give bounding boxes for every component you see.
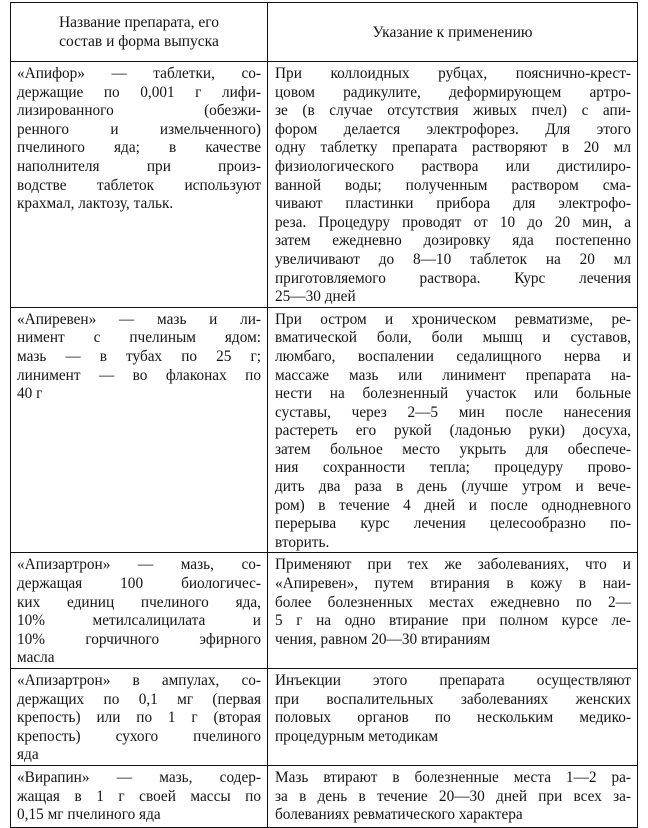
- drug-name-line: держащая 100 биологичес-: [17, 575, 261, 593]
- document-page: [10, 2, 638, 824]
- drug-name-cell: [11, 62, 268, 308]
- usage-cell: [268, 62, 638, 308]
- header-name-line-1: Название препарата, его: [58, 14, 220, 31]
- drug-name-line: пчелиного яда; в качестве: [17, 139, 261, 157]
- drug-name-line: лизированного (обезжи-: [17, 102, 261, 120]
- usage-line: чения, равном 20—30 втираниям: [275, 630, 491, 648]
- usage-line: одну таблетку препарата растворяют в 20 мл: [275, 139, 631, 157]
- usage-line: При коллоидных рубцах, пояснично-крест-: [275, 65, 631, 82]
- drug-name-line: мазь — в тубах по 25 г;: [17, 347, 261, 365]
- usage-line: 5 г на одно втирание при полном курсе ле-: [275, 612, 631, 630]
- drug-name-cell: [11, 669, 268, 766]
- usage-line: нести на болезненный участок или больные: [275, 385, 631, 403]
- drug-name-line: 40 г: [17, 385, 43, 403]
- usage-line: физиологического раствора или дистилиро-: [275, 157, 631, 175]
- drug-name-line: 10% метилсалицилата и: [17, 612, 261, 630]
- drug-name-line: «Апизартрон» в ампулах, со-: [17, 672, 261, 689]
- drug-name-line: ренного и измельченного): [17, 120, 261, 138]
- usage-line: чивают пластинки прибора для электрофо-: [275, 195, 631, 213]
- table-header-row: [11, 3, 638, 62]
- drug-name-line: держащих по 0,1 мг (первая: [17, 690, 261, 708]
- usage-line: реза. Процедуру проводят от 10 до 20 мин, а: [275, 213, 631, 231]
- usage-line: затем ежедневно дозировку яда постепенно: [275, 232, 631, 250]
- drug-name-line: масла: [17, 649, 55, 667]
- drug-name-line: ких единиц пчелиного яда,: [17, 593, 261, 611]
- table-row: [11, 553, 638, 669]
- usage-line: процедурным методикам: [275, 727, 439, 745]
- drug-table: [10, 2, 638, 828]
- usage-line: фором делается электрофорез. Для этого: [275, 120, 631, 138]
- drug-name-line: нимент с пчелиным ядом:: [17, 329, 261, 347]
- usage-line: увеличивают до 8—10 таблеток на 20 мл: [275, 250, 631, 268]
- usage-line: вторить.: [275, 533, 330, 551]
- drug-name-line: «Апиревен» — мазь и ли-: [17, 310, 261, 328]
- usage-line: Инъекции этого препарата осуществляют: [275, 672, 631, 689]
- header-name-line-2: состав и форма выпуска: [59, 33, 219, 50]
- usage-line: цовом радикулите, деформирующем артро-: [275, 83, 631, 101]
- usage-line: дить два раза в день (лучше утром и вече-: [275, 478, 631, 496]
- usage-line: более болезненных местах ежедневно по 2—: [275, 593, 631, 611]
- usage-line: «Апиревен», путем втирания в кожу в наи-: [275, 575, 631, 593]
- drug-name-line: держащие по 0,001 г лифи-: [17, 83, 261, 101]
- usage-cell: [268, 765, 638, 827]
- usage-cell: [268, 307, 638, 553]
- usage-line: 25—30 дней: [275, 288, 356, 306]
- usage-line: перерыва курс лечения целесообразно по-: [275, 515, 631, 533]
- table-row: [11, 765, 638, 827]
- usage-line: ром) в течение 4 дней и после однодневного: [275, 496, 631, 514]
- usage-line: зе (в случае отсутствия живых пчел) с апи-: [275, 102, 631, 120]
- usage-line: за в день в течение 20—30 дней при всех за-: [275, 787, 631, 805]
- drug-name-line: наполнителя при произ-: [17, 157, 261, 175]
- usage-line: Применяют при тех же заболеваниях, что и: [275, 556, 631, 574]
- drug-name-line: 10% горчичного эфирного: [17, 630, 261, 648]
- usage-line: массаже мазь или линимент препарата на-: [275, 366, 631, 384]
- drug-name-line: водстве таблеток используют: [17, 176, 261, 194]
- usage-line: Мазь втирают в болезненные места 1—2 ра-: [275, 768, 631, 786]
- drug-name-line: крепость) сухого пчелиного: [17, 727, 261, 745]
- usage-line: люмбаго, воспалении седалищного нерва и: [275, 347, 631, 365]
- usage-line: приготовляемого раствора. Курс лечения: [275, 269, 631, 287]
- table-row: [11, 669, 638, 766]
- table-row: [11, 307, 638, 553]
- drug-name-cell: [11, 765, 268, 827]
- usage-line: половых органов по нескольким медико-: [275, 709, 631, 727]
- usage-line: при воспалительных заболеваниях женских: [275, 690, 631, 708]
- usage-line: ния сохранности тепла; процедуру прово-: [275, 459, 631, 477]
- table-row: [11, 62, 638, 308]
- drug-name-line: яда: [17, 746, 39, 764]
- drug-name-line: жащая в 1 г своей массы по: [17, 787, 261, 805]
- usage-line: болеваниях ревматического характера: [275, 806, 523, 824]
- usage-line: растереть его рукой (ладонью руки) досуха,: [275, 422, 631, 440]
- usage-line: При остром и хроническом ревматизме, ре-: [275, 310, 631, 328]
- drug-name-line: «Апизартрон» — мазь, со-: [17, 556, 261, 574]
- drug-name-line: крепость) или по 1 г (вторая: [17, 709, 261, 727]
- drug-name-line: линимент — во флаконах по: [17, 366, 261, 384]
- drug-name-line: «Вирапин» — мазь, содер-: [17, 768, 261, 786]
- drug-name-cell: [11, 553, 268, 669]
- header-usage-column: Указание к применению: [268, 3, 638, 62]
- usage-cell: [268, 553, 638, 669]
- usage-line: суставы, через 2—5 мин после нанесения: [275, 403, 631, 421]
- usage-line: затем больное место укрыть для обеспече-: [275, 440, 631, 458]
- drug-name-line: «Апифор» — таблетки, со-: [17, 65, 261, 82]
- drug-name-cell: [11, 307, 268, 553]
- header-name-column: [11, 3, 268, 62]
- usage-line: ванной воды; полученным раствором сма-: [275, 176, 631, 194]
- usage-line: вматической боли, боли мышц и суставов,: [275, 329, 631, 347]
- drug-name-line: крахмал, лактозу, тальк.: [17, 195, 174, 213]
- usage-cell: [268, 669, 638, 766]
- drug-name-line: 0,15 мг пчелиного яда: [17, 806, 161, 824]
